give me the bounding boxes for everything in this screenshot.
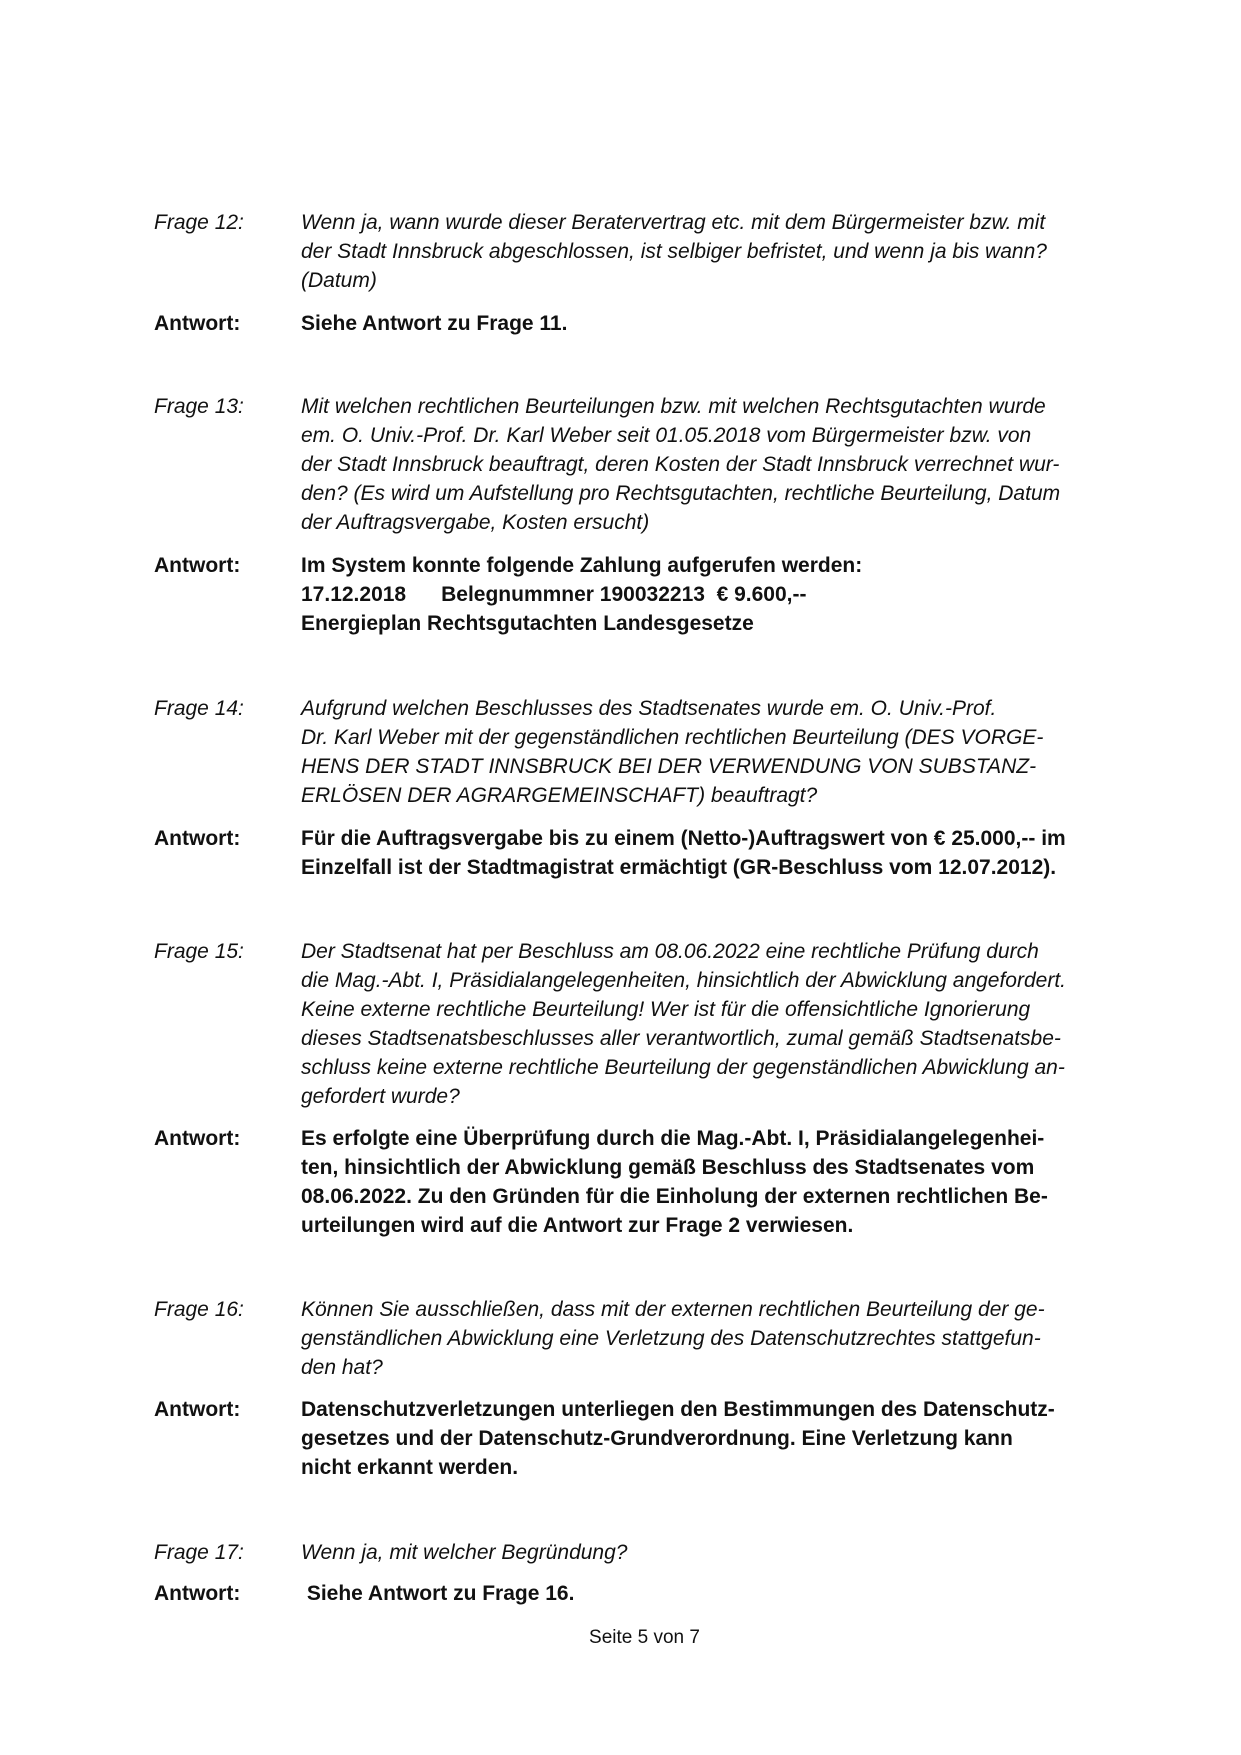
text-line: den hat? — [301, 1356, 383, 1379]
question-label: Frage 13: — [154, 395, 244, 418]
text-line: 17.12.2018 Belegnummner 190032213 € 9.600,-- — [301, 583, 807, 606]
text-line: Im System konnte folgende Zahlung aufgerufen werden: — [301, 554, 863, 577]
question-text — [301, 1538, 1241, 1567]
text-line: schluss keine externe rechtliche Beurteilung der gegenständlichen Abwicklung an- — [301, 1056, 1065, 1079]
answer-label: Antwort: — [154, 1127, 241, 1150]
text-line: Energieplan Rechtsgutachten Landesgesetze — [301, 612, 754, 635]
answer-label: Antwort: — [154, 1398, 241, 1421]
text-line: HENS DER STADT INNSBRUCK BEI DER VERWENDUNG VON SUBSTANZ- — [301, 755, 1037, 778]
text-line: Können Sie ausschließen, dass mit der externen rechtlichen Beurteilung der ge- — [301, 1298, 1045, 1321]
answer-label: Antwort: — [154, 312, 241, 335]
text-line: Wenn ja, mit welcher Begründung? — [301, 1541, 628, 1564]
text-line: ERLÖSEN DER AGRARGEMEINSCHAFT) beauftragt? — [301, 784, 818, 807]
question-label: Frage 16: — [154, 1298, 244, 1321]
text-line: Mit welchen rechtlichen Beurteilungen bzw. mit welchen Rechtsgutachten wurde — [301, 395, 1046, 418]
text-line: der Auftragsvergabe, Kosten ersucht) — [301, 511, 650, 534]
question-text — [301, 392, 1241, 537]
question-text — [301, 694, 1241, 810]
text-line: urteilungen wird auf die Antwort zur Frage 2 verwiesen. — [301, 1214, 854, 1237]
answer-text — [301, 1579, 1241, 1608]
text-line: ten, hinsichtlich der Abwicklung gemäß Beschluss des Stadtsenates vom — [301, 1156, 1035, 1179]
text-line: der Stadt Innsbruck beauftragt, deren Kosten der Stadt Innsbruck verrechnet wur- — [301, 453, 1060, 476]
question-label: Frage 17: — [154, 1541, 244, 1564]
answer-text — [301, 1124, 1241, 1240]
text-line: Dr. Karl Weber mit der gegenständlichen rechtlichen Beurteilung (DES VORGE- — [301, 726, 1044, 749]
text-line: den? (Es wird um Aufstellung pro Rechtsgutachten, rechtliche Beurteilung, Datum — [301, 482, 1061, 505]
text-line: 08.06.2022. Zu den Gründen für die Einholung der externen rechtlichen Be- — [301, 1185, 1048, 1208]
answer-label: Antwort: — [154, 827, 241, 850]
text-line: em. O. Univ.-Prof. Dr. Karl Weber seit 01.05.2018 vom Bürgermeister bzw. von — [301, 424, 1032, 447]
text-line: Siehe Antwort zu Frage 11. — [301, 312, 568, 335]
text-line: Für die Auftragsvergabe bis zu einem (Netto-)Auftragswert von € 25.000,-- im — [301, 827, 1066, 850]
answer-text — [301, 309, 1241, 338]
text-line: genständlichen Abwicklung eine Verletzung des Datenschutzrechtes stattgefun- — [301, 1327, 1041, 1350]
question-text — [301, 208, 1241, 295]
answer-label: Antwort: — [154, 554, 241, 577]
question-label: Frage 15: — [154, 940, 244, 963]
text-line: dieses Stadtsenatsbeschlusses aller verantwortlich, zumal gemäß Stadtsenatsbe- — [301, 1027, 1061, 1050]
answer-text — [301, 824, 1241, 882]
question-text — [301, 1295, 1241, 1382]
text-line: Siehe Antwort zu Frage 16. — [301, 1582, 575, 1605]
answer-text — [301, 1395, 1241, 1482]
text-line: (Datum) — [301, 269, 377, 292]
text-line: Der Stadtsenat hat per Beschluss am 08.06.2022 eine rechtliche Prüfung durch — [301, 940, 1039, 963]
text-line: gefordert wurde? — [301, 1085, 460, 1108]
question-label: Frage 12: — [154, 211, 244, 234]
text-line: Es erfolgte eine Überprüfung durch die Mag.-Abt. I, Präsidialangelegenhei- — [301, 1127, 1045, 1150]
answer-label: Antwort: — [154, 1582, 241, 1605]
text-line: Wenn ja, wann wurde dieser Beratervertrag etc. mit dem Bürgermeister bzw. mit — [301, 211, 1046, 234]
page-number: Seite 5 von 7 — [589, 1627, 700, 1648]
text-line: die Mag.-Abt. I, Präsidialangelegenheiten, hinsichtlich der Abwicklung angefordert. — [301, 969, 1067, 992]
question-label: Frage 14: — [154, 697, 244, 720]
text-line: gesetzes und der Datenschutz-Grundverordnung. Eine Verletzung kann — [301, 1427, 1013, 1450]
text-line: Datenschutzverletzungen unterliegen den Bestimmungen des Datenschutz- — [301, 1398, 1055, 1421]
question-text — [301, 937, 1241, 1111]
text-line: Einzelfall ist der Stadtmagistrat ermächtigt (GR-Beschluss vom 12.07.2012). — [301, 856, 1057, 879]
text-line: der Stadt Innsbruck abgeschlossen, ist selbiger befristet, und wenn ja bis wann? — [301, 240, 1047, 263]
answer-text — [301, 551, 1241, 638]
text-line: nicht erkannt werden. — [301, 1456, 519, 1479]
text-line: Keine externe rechtliche Beurteilung! Wer ist für die offensichtliche Ignorierung — [301, 998, 1031, 1021]
text-line: Aufgrund welchen Beschlusses des Stadtsenates wurde em. O. Univ.-Prof. — [301, 697, 997, 720]
